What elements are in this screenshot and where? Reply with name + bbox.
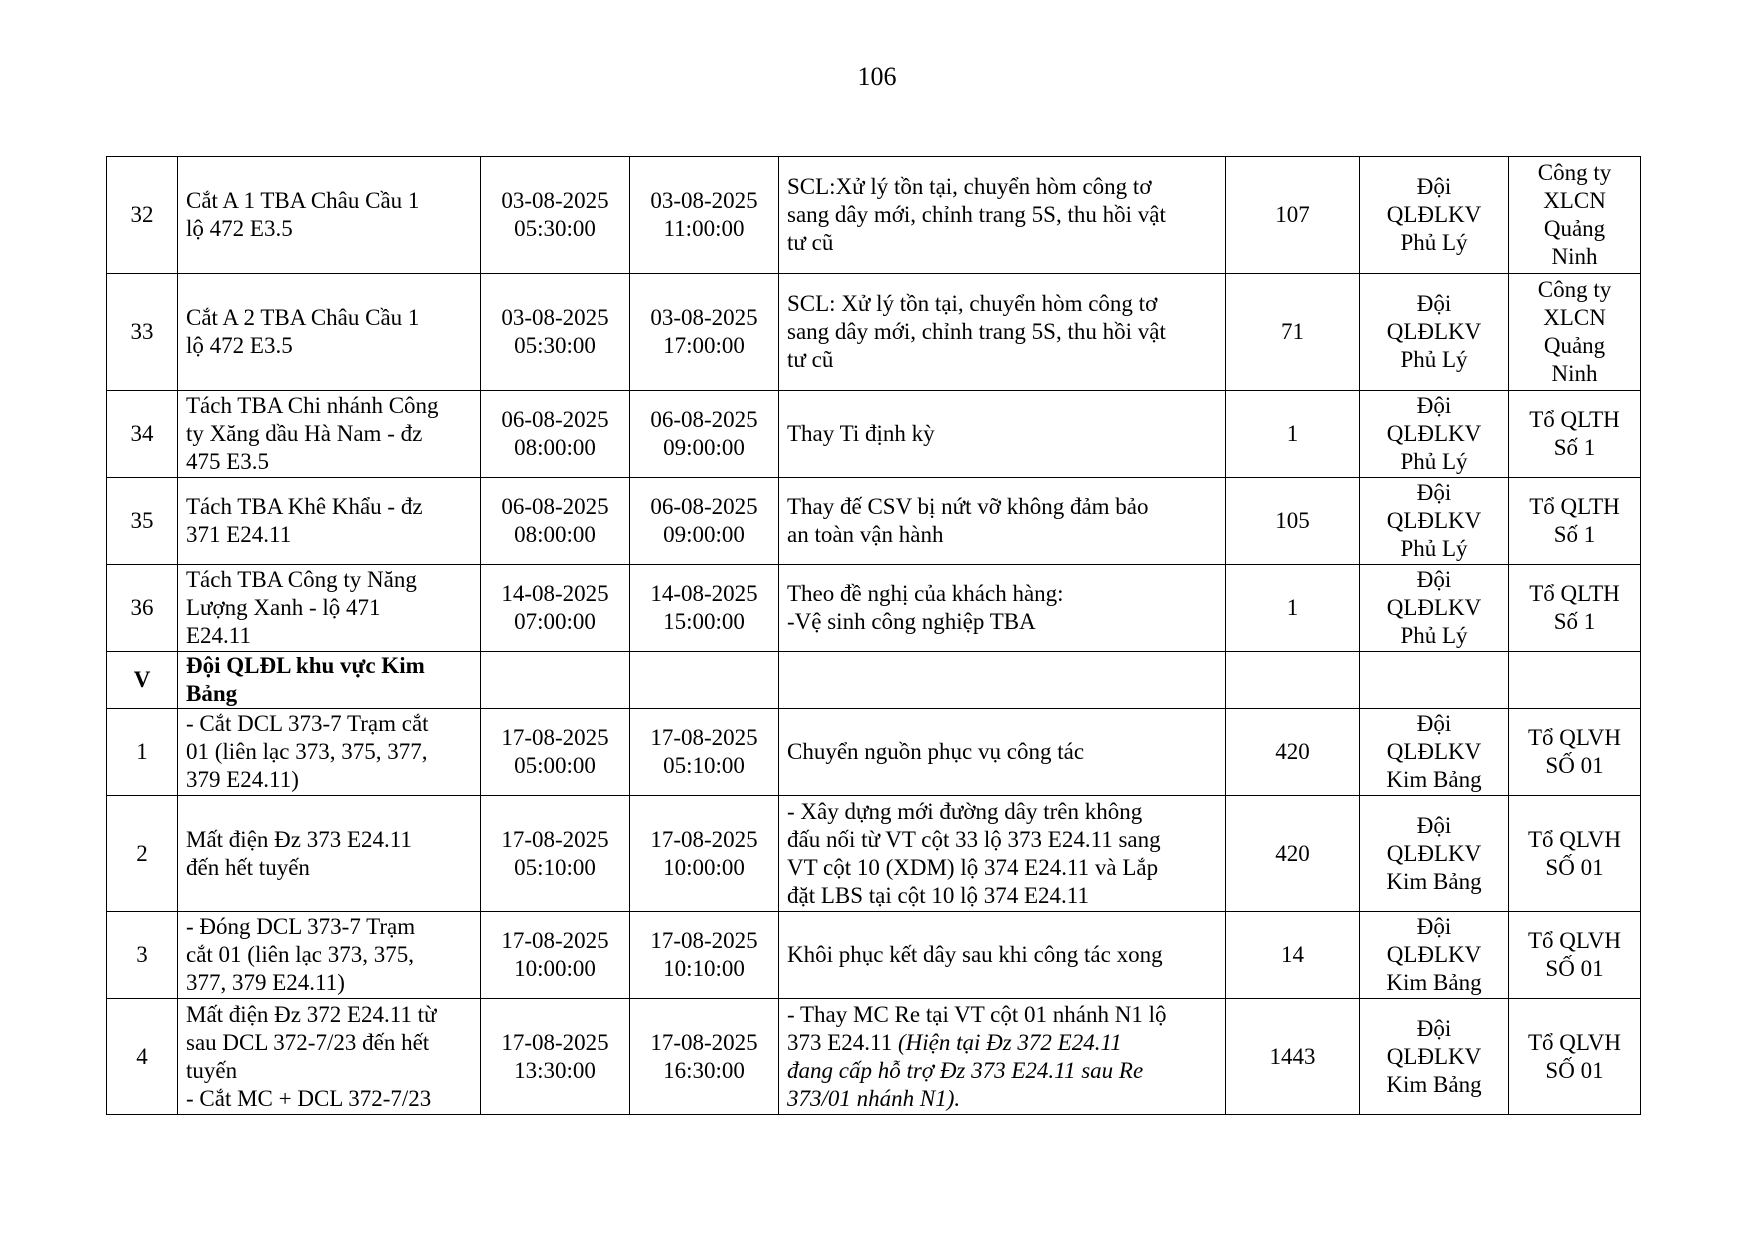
managing-unit-line: QLĐLKV — [1386, 595, 1482, 620]
executing-unit-line: Quảng — [1543, 216, 1606, 241]
start-time — [481, 478, 630, 565]
work-content-line: -Vệ sinh công nghiệp TBA — [787, 609, 1036, 634]
managing-unit-line: Kim Bảng — [1386, 970, 1482, 995]
end-time-line: 03-08-2025 — [650, 188, 758, 213]
end-time-line: 17-08-2025 — [650, 826, 758, 852]
end-time-line: 16:30:00 — [663, 1057, 745, 1083]
table-row — [107, 796, 1641, 912]
work-content-note: (Hiện tại Đz 372 E24.11 — [897, 1029, 1122, 1055]
end-time-line: 10:00:00 — [663, 854, 745, 880]
work-location-line: Cắt A 1 TBA Châu Cầu 1 — [186, 188, 420, 213]
work-content-line: Khôi phục kết dây sau khi công tác xong — [787, 942, 1163, 967]
row-number: 34 — [107, 391, 178, 478]
end-time — [630, 565, 779, 652]
end-time — [630, 796, 779, 912]
work-location — [178, 796, 481, 912]
customer-count: 107 — [1226, 157, 1360, 274]
managing-unit-line: QLĐLKV — [1386, 739, 1482, 764]
managing-unit-line: Đội — [1416, 480, 1452, 505]
start-time — [481, 999, 630, 1115]
executing-unit-line: XLCN — [1543, 305, 1606, 330]
work-content — [779, 478, 1226, 565]
schedule-table — [106, 156, 1641, 1115]
executing-unit-line: Số 1 — [1553, 522, 1596, 547]
work-location-line: - Cắt MC + DCL 372-7/23 — [186, 1085, 432, 1111]
table-row — [107, 999, 1641, 1115]
end-time-line: 14-08-2025 — [650, 581, 758, 606]
work-location-line: Lượng Xanh - lộ 471 — [186, 595, 381, 620]
work-location-line: tuyến — [186, 1057, 238, 1083]
start-time — [481, 709, 630, 796]
executing-unit-line: Tổ QLTH — [1529, 494, 1620, 519]
start-time-line: 05:30:00 — [514, 216, 596, 241]
executing-unit-line: Tổ QLTH — [1529, 407, 1620, 432]
executing-unit-line: Ninh — [1551, 361, 1598, 386]
managing-unit — [1360, 999, 1509, 1115]
end-time-line: 11:00:00 — [663, 216, 745, 241]
table-row — [107, 274, 1641, 391]
managing-unit-line: Kim Bảng — [1386, 868, 1482, 894]
work-content-text: 373 E24.11 — [787, 1029, 898, 1055]
start-time — [481, 274, 630, 391]
start-time-line: 14-08-2025 — [501, 581, 609, 606]
end-time-line: 05:10:00 — [663, 753, 745, 778]
customer-count: 105 — [1226, 478, 1360, 565]
executing-unit-line: Tổ QLVH — [1527, 1029, 1622, 1055]
executing-unit-line: SỐ 01 — [1545, 956, 1604, 981]
executing-unit-line: Ninh — [1551, 244, 1598, 269]
work-content-line: an toàn vận hành — [787, 522, 944, 547]
managing-unit — [1360, 796, 1509, 912]
page-number: 106 — [857, 62, 897, 91]
work-content-line: VT cột 10 (XDM) lộ 374 E24.11 và Lắp — [787, 854, 1159, 880]
managing-unit-line: Đội — [1416, 812, 1452, 838]
executing-unit — [1509, 912, 1641, 999]
work-content-line: sang dây mới, chỉnh trang 5S, thu hồi vật — [787, 319, 1166, 344]
end-time-line: 17-08-2025 — [650, 725, 758, 750]
row-number: 4 — [107, 999, 178, 1115]
executing-unit-line: SỐ 01 — [1545, 854, 1604, 880]
work-content-line: tư cũ — [787, 230, 834, 255]
start-time-line: 03-08-2025 — [501, 188, 609, 213]
work-content-line: Chuyển nguồn phục vụ công tác — [787, 739, 1085, 764]
customer-count: 14 — [1226, 912, 1360, 999]
managing-unit-line: QLĐLKV — [1386, 1043, 1482, 1069]
work-content-note: đang cấp hỗ trợ Đz 373 E24.11 sau Re — [787, 1057, 1144, 1083]
start-time-line: 10:00:00 — [514, 956, 596, 981]
customer-count: 71 — [1226, 274, 1360, 391]
row-number: 2 — [107, 796, 178, 912]
end-time-line: 09:00:00 — [663, 522, 745, 547]
end-time — [630, 157, 779, 274]
work-location-line: E24.11 — [186, 623, 251, 648]
managing-unit-line: Phủ Lý — [1400, 449, 1468, 474]
row-number: 1 — [107, 709, 178, 796]
work-location-line: 475 E3.5 — [186, 449, 270, 474]
end-time — [630, 478, 779, 565]
start-time-line: 08:00:00 — [514, 435, 596, 460]
start-time — [481, 796, 630, 912]
work-location-line: cắt 01 (liên lạc 373, 375, — [186, 942, 415, 967]
work-location-line: 379 E24.11) — [186, 767, 299, 792]
start-time-line: 06-08-2025 — [501, 494, 609, 519]
customer-count: 420 — [1226, 709, 1360, 796]
start-time-line: 07:00:00 — [514, 609, 596, 634]
section-title: Đội QLĐL khu vực Kim Bảng — [178, 652, 481, 709]
work-location-line: 371 E24.11 — [186, 522, 292, 547]
row-number: 32 — [107, 157, 178, 274]
work-content-line: đặt LBS tại cột 10 lộ 374 E24.11 — [787, 882, 1089, 908]
work-location-line: Mất điện Đz 373 E24.11 — [186, 826, 412, 852]
work-location-line: ty Xăng dầu Hà Nam - đz — [186, 421, 423, 446]
work-location-line: Tách TBA Chi nhánh Công — [186, 393, 439, 418]
end-time — [630, 391, 779, 478]
executing-unit — [1509, 709, 1641, 796]
managing-unit — [1360, 274, 1509, 391]
end-time-line: 06-08-2025 — [650, 407, 758, 432]
work-content — [779, 274, 1226, 391]
work-location — [178, 478, 481, 565]
managing-unit-line: QLĐLKV — [1386, 508, 1482, 533]
end-time-line: 03-08-2025 — [650, 305, 758, 330]
work-location — [178, 391, 481, 478]
start-time-line: 06-08-2025 — [501, 407, 609, 432]
work-location-line: lộ 472 E3.5 — [186, 216, 293, 241]
start-time-line: 08:00:00 — [514, 522, 596, 547]
start-time — [481, 391, 630, 478]
managing-unit-line: Đội — [1416, 291, 1452, 316]
executing-unit — [1509, 391, 1641, 478]
table-row — [107, 478, 1641, 565]
work-location-line: 377, 379 E24.11) — [186, 970, 345, 995]
executing-unit-line: Công ty — [1537, 160, 1612, 185]
row-number: 3 — [107, 912, 178, 999]
executing-unit-line: Tổ QLVH — [1527, 928, 1622, 953]
start-time — [481, 157, 630, 274]
managing-unit-line: QLĐLKV — [1386, 202, 1482, 227]
executing-unit — [1509, 565, 1641, 652]
work-content-line: tư cũ — [787, 347, 834, 372]
end-time-line: 17-08-2025 — [650, 928, 758, 953]
managing-unit-line: Đội — [1416, 567, 1452, 592]
end-time — [630, 999, 779, 1115]
managing-unit — [1360, 478, 1509, 565]
customer-count: 420 — [1226, 796, 1360, 912]
managing-unit-line: QLĐLKV — [1386, 421, 1482, 446]
start-time — [481, 565, 630, 652]
work-location-line: 01 (liên lạc 373, 375, 377, — [186, 739, 428, 764]
work-location-line: - Cắt DCL 373-7 Trạm cắt — [186, 711, 429, 736]
managing-unit-line: Phủ Lý — [1400, 347, 1468, 372]
executing-unit-line: SỐ 01 — [1545, 753, 1604, 778]
work-content — [779, 999, 1226, 1115]
customer-count: 1 — [1226, 565, 1360, 652]
work-location — [178, 274, 481, 391]
work-location-line: lộ 472 E3.5 — [186, 333, 293, 358]
managing-unit-line: Phủ Lý — [1400, 536, 1468, 561]
work-location-line: Cắt A 2 TBA Châu Cầu 1 — [186, 305, 420, 330]
executing-unit-line: Tổ QLTH — [1529, 581, 1620, 606]
work-location-line: Tách TBA Công ty Năng — [186, 567, 417, 592]
work-location-line: Tách TBA Khê Khẩu - đz — [186, 494, 423, 519]
executing-unit — [1509, 999, 1641, 1115]
work-content-line: Thay đế CSV bị nứt vỡ không đảm bảo — [787, 494, 1149, 519]
managing-unit — [1360, 157, 1509, 274]
end-time-line: 10:10:00 — [663, 956, 745, 981]
table-row — [107, 709, 1641, 796]
work-content-line: SCL:Xử lý tồn tại, chuyển hòm công tơ — [787, 174, 1152, 199]
managing-unit-line: QLĐLKV — [1386, 840, 1482, 866]
managing-unit-line: Đội — [1416, 711, 1452, 736]
end-time — [630, 912, 779, 999]
managing-unit-line: Đội — [1416, 914, 1452, 939]
executing-unit-line: XLCN — [1543, 188, 1606, 213]
row-number: 33 — [107, 274, 178, 391]
work-content-note: 373/01 nhánh N1). — [787, 1085, 961, 1111]
start-time-line: 17-08-2025 — [501, 1029, 609, 1055]
work-location — [178, 157, 481, 274]
executing-unit-line: Tổ QLVH — [1527, 725, 1622, 750]
start-time-line: 17-08-2025 — [501, 826, 609, 852]
work-location — [178, 565, 481, 652]
managing-unit-line: Kim Bảng — [1386, 1071, 1482, 1097]
row-number: 36 — [107, 565, 178, 652]
work-content — [779, 796, 1226, 912]
work-location — [178, 912, 481, 999]
work-location-line: - Đóng DCL 373-7 Trạm — [186, 914, 416, 939]
work-content-line: - Thay MC Re tại VT cột 01 nhánh N1 lộ — [787, 1001, 1167, 1027]
work-content-line: - Xây dựng mới đường dây trên không — [787, 798, 1143, 824]
table-row — [107, 565, 1641, 652]
managing-unit-line: QLĐLKV — [1386, 942, 1482, 967]
managing-unit — [1360, 912, 1509, 999]
start-time-line: 17-08-2025 — [501, 725, 609, 750]
section-number: V — [107, 652, 178, 709]
managing-unit-line: Phủ Lý — [1400, 230, 1468, 255]
work-content — [779, 565, 1226, 652]
end-time-line: 09:00:00 — [663, 435, 745, 460]
table-row — [107, 391, 1641, 478]
managing-unit-line: QLĐLKV — [1386, 319, 1482, 344]
row-number: 35 — [107, 478, 178, 565]
work-content — [779, 709, 1226, 796]
end-time-line: 17-08-2025 — [650, 1029, 758, 1055]
work-content-line: sang dây mới, chỉnh trang 5S, thu hồi vật — [787, 202, 1166, 227]
start-time-line: 13:30:00 — [514, 1057, 596, 1083]
executing-unit — [1509, 796, 1641, 912]
customer-count: 1 — [1226, 391, 1360, 478]
work-content — [779, 391, 1226, 478]
executing-unit-line: Quảng — [1543, 333, 1606, 358]
managing-unit-line: Đội — [1416, 1015, 1452, 1041]
start-time-line: 17-08-2025 — [501, 928, 609, 953]
work-location-line: sau DCL 372-7/23 đến hết — [186, 1029, 430, 1055]
managing-unit-line: Phủ Lý — [1400, 623, 1468, 648]
work-content — [779, 912, 1226, 999]
section-row — [107, 652, 1641, 709]
managing-unit — [1360, 709, 1509, 796]
table-row — [107, 912, 1641, 999]
executing-unit — [1509, 478, 1641, 565]
end-time-line: 06-08-2025 — [650, 494, 758, 519]
start-time-line: 05:30:00 — [514, 333, 596, 358]
executing-unit-line: Công ty — [1537, 277, 1612, 302]
work-location — [178, 999, 481, 1115]
table-row — [107, 157, 1641, 274]
executing-unit-line: Số 1 — [1553, 435, 1596, 460]
work-content-line: SCL: Xử lý tồn tại, chuyển hòm công tơ — [787, 291, 1158, 316]
managing-unit-line: Kim Bảng — [1386, 767, 1482, 792]
end-time — [630, 274, 779, 391]
work-location-line: đến hết tuyến — [186, 854, 310, 880]
end-time-line: 15:00:00 — [663, 609, 745, 634]
work-content-line: Theo đề nghị của khách hàng: — [787, 581, 1064, 606]
managing-unit — [1360, 565, 1509, 652]
work-location-line: Mất điện Đz 372 E24.11 từ — [186, 1001, 437, 1027]
executing-unit — [1509, 157, 1641, 274]
work-content-line — [787, 1029, 1217, 1057]
end-time — [630, 709, 779, 796]
managing-unit-line: Đội — [1416, 174, 1452, 199]
start-time-line: 05:00:00 — [514, 753, 596, 778]
customer-count: 1443 — [1226, 999, 1360, 1115]
start-time — [481, 912, 630, 999]
start-time-line: 03-08-2025 — [501, 305, 609, 330]
start-time-line: 05:10:00 — [514, 854, 596, 880]
managing-unit-line: Đội — [1416, 393, 1452, 418]
work-content — [779, 157, 1226, 274]
end-time-line: 17:00:00 — [663, 333, 745, 358]
work-content-line: đấu nối từ VT cột 33 lộ 373 E24.11 sang — [787, 826, 1161, 852]
managing-unit — [1360, 391, 1509, 478]
executing-unit-line: SỐ 01 — [1545, 1057, 1604, 1083]
executing-unit — [1509, 274, 1641, 391]
work-location — [178, 709, 481, 796]
work-content-line: Thay Ti định kỳ — [787, 421, 935, 446]
executing-unit-line: Tổ QLVH — [1527, 826, 1622, 852]
executing-unit-line: Số 1 — [1553, 609, 1596, 634]
